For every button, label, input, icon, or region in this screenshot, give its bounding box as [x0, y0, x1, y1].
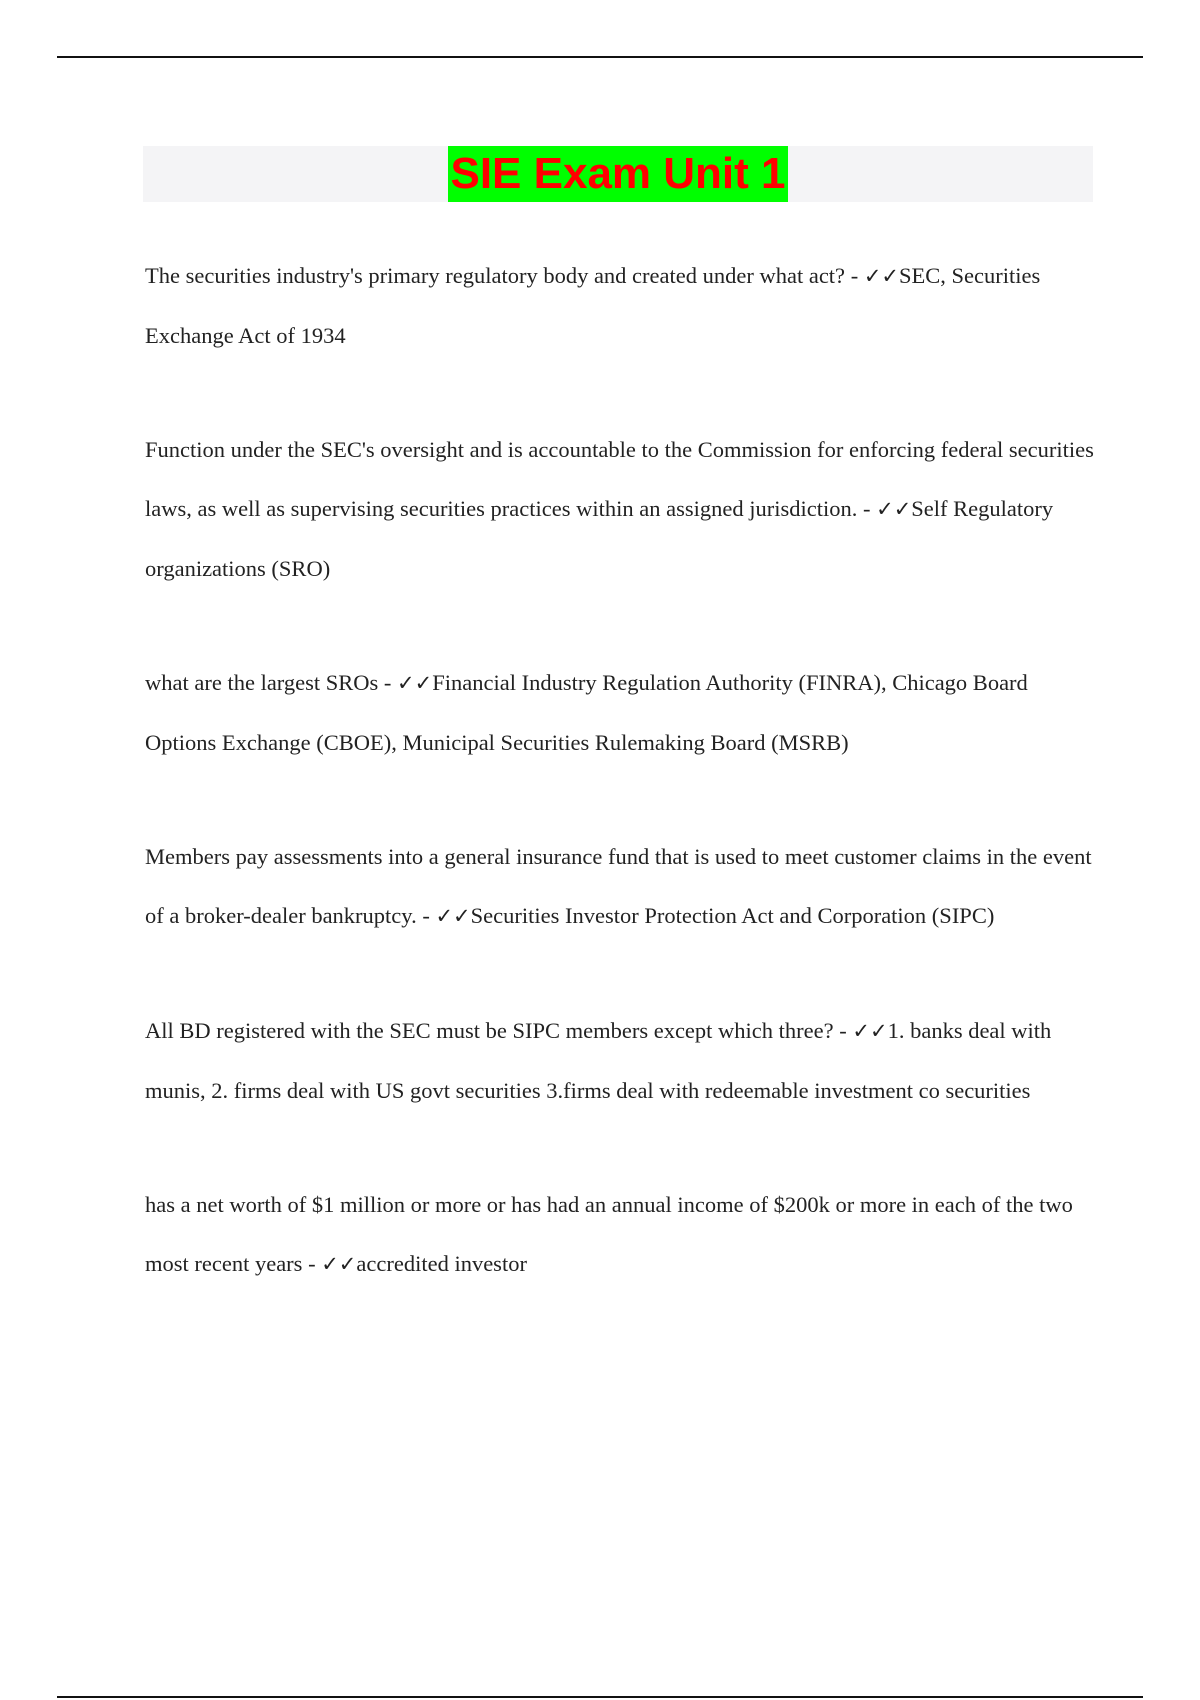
- double-check-icon: ✓✓: [852, 1019, 888, 1043]
- question-text: All BD registered with the SEC must be SIPC members except which three?: [145, 1018, 834, 1043]
- qa-item: [145, 246, 1095, 365]
- separator: -: [302, 1251, 322, 1276]
- separator: -: [378, 670, 398, 695]
- page-title: SIE Exam Unit 1: [448, 146, 787, 202]
- answer-text: accredited investor: [356, 1251, 527, 1276]
- question-text: Function under the SEC's oversight and is accountable to the Commission for enforcing federal securities laws, as well as supervising securities practices within an assigned jurisdiction.: [145, 437, 1094, 521]
- qa-item: [145, 420, 1095, 598]
- question-text: The securities industry's primary regulatory body and created under what act?: [145, 263, 846, 288]
- answer-text: SEC, Securities Exchange Act of 1934: [145, 263, 1041, 348]
- separator: -: [416, 903, 436, 928]
- question-text: has a net worth of $1 million or more or has had an annual income of $200k or more in each of the two most recent years: [145, 1192, 1073, 1276]
- top-rule: [57, 56, 1143, 58]
- answer-text: Self Regulatory organizations (SRO): [145, 496, 1054, 581]
- separator: -: [845, 263, 864, 288]
- double-check-icon: ✓✓: [863, 264, 900, 288]
- answer-text: 1. banks deal with munis, 2. firms deal with US govt securities 3.firms deal with redeemable investment co securities: [145, 1018, 1052, 1103]
- question-text: what are the largest SROs: [145, 670, 379, 695]
- double-check-icon: ✓✓: [435, 904, 471, 928]
- qa-item: [145, 827, 1095, 946]
- qa-item: [145, 1175, 1095, 1294]
- answer-text: Securities Investor Protection Act and Corporation (SIPC): [470, 903, 995, 928]
- question-text: Members pay assessments into a general insurance fund that is used to meet customer claims in the event of a broker-dealer bankruptcy.: [145, 844, 1092, 928]
- title-band: [143, 146, 1093, 202]
- double-check-icon: ✓✓: [397, 671, 433, 695]
- answer-text: Financial Industry Regulation Authority (FINRA), Chicago Board Options Exchange (CBOE), Municipal Securities Rulemaking Board (MSRB): [145, 670, 1028, 755]
- double-check-icon: ✓✓: [321, 1252, 357, 1276]
- separator: -: [833, 1018, 853, 1043]
- qa-item: [145, 1001, 1095, 1120]
- bottom-rule: [57, 1696, 1143, 1698]
- separator: -: [857, 496, 877, 521]
- double-check-icon: ✓✓: [876, 497, 912, 521]
- qa-item: [145, 653, 1095, 772]
- qa-list: [145, 246, 1095, 1349]
